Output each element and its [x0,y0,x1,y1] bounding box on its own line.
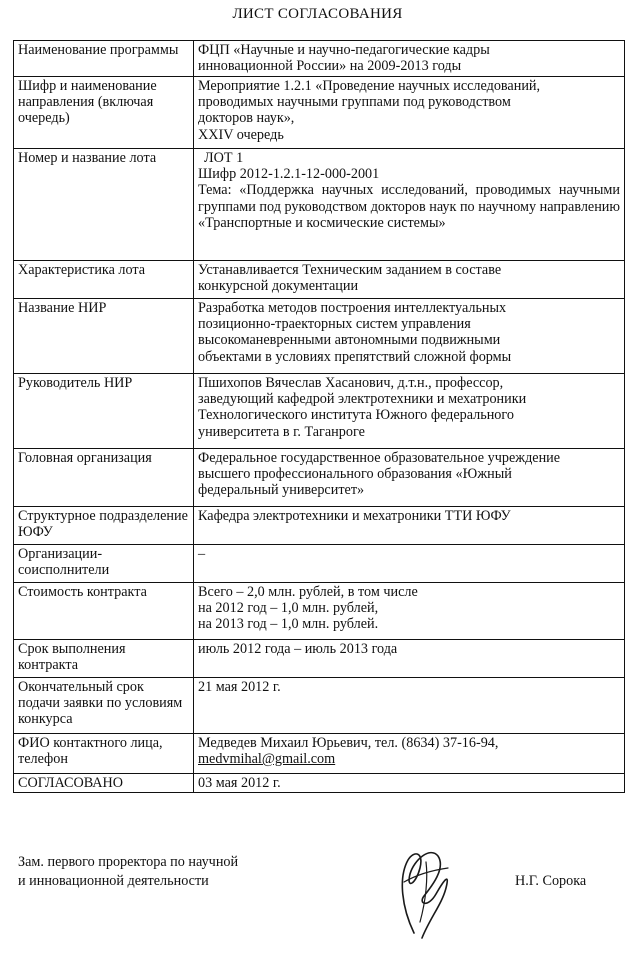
table-row-lot [14,149,625,261]
value-line: Пшихопов Вячеслав Хасанович, д.т.н., профессор, [198,375,504,391]
value-line: конкурсной документации [198,278,359,295]
value-line: высокоманевренными автономными подвижными [198,332,501,349]
value-line: 03 мая 2012 г. [198,775,281,791]
value-line: инновационной России» на 2009-2013 годы [198,58,462,75]
value-line: докторов наук», [198,110,295,127]
value-line: проводимых научными группами под руководством [198,94,511,111]
value-line: ФЦП «Научные и научно-педагогические кадры [198,42,490,58]
value-line: университета в г. Таганроге [198,423,365,440]
value-line: июль 2012 года – июль 2013 года [198,641,398,657]
value-line: на 2013 год – 1,0 млн. рублей. [198,616,379,633]
row-label: Стоимость контракта [14,583,194,640]
value-line: 21 мая 2012 г. [198,679,281,695]
position-line: и инновационной деятельности [18,873,209,889]
row-label: Наименование программы [14,41,194,77]
value-line: Всего – 2,0 млн. рублей, в том числе [198,584,418,600]
value-line: XXIV очередь [198,126,284,143]
signer-name: Н.Г. Сорока [515,873,587,889]
row-label: Название НИР [14,299,194,374]
value-line: – [198,546,206,562]
value-line: на 2012 год – 1,0 млн. рублей, [198,600,379,617]
signer-position [18,853,238,891]
approval-table [13,40,625,793]
row-label: Номер и название лота [14,149,194,261]
row-label: Срок выполнения контракта [14,640,194,678]
row-value [194,734,625,774]
row-label: Окончательный срок подачи заявки по условиям конкурса [14,678,194,734]
value-line: Устанавливается Техническим заданием в составе [198,262,502,278]
table-row-research-title [14,299,625,374]
row-value [194,583,625,640]
table-row-deadline [14,678,625,734]
row-label: Головная организация [14,449,194,507]
value-line: позиционно-траекторных систем управления [198,316,471,333]
table-row-research-head [14,374,625,449]
table-row-contact [14,734,625,774]
value-line: Кафедра электротехники и мехатроники ТТИ ЮФУ [198,508,511,524]
row-value [194,449,625,507]
table-row-contract-term [14,640,625,678]
value-line: Медведев Михаил Юрьевич, тел. (8634) 37-16-94, [198,735,499,751]
row-label: СОГЛАСОВАНО [14,774,194,793]
row-value [194,77,625,149]
row-label: Организации-соисполнители [14,545,194,583]
row-value [194,545,625,583]
value-line: высшего профессионального образования «Южный [198,466,512,483]
row-value [194,41,625,77]
row-label: Шифр и наименование направления (включая очередь) [14,77,194,149]
row-value [194,149,625,261]
table-row-lead-organization [14,449,625,507]
row-label: Руководитель НИР [14,374,194,449]
table-row-lot-characteristic [14,261,625,299]
row-value [194,261,625,299]
value-line: ЛОТ 1 [204,150,244,166]
row-value [194,774,625,793]
table-row-co-executors [14,545,625,583]
lot-theme: Тема: «Поддержка научных исследований, проводимых научными группами под руководством докторов наук по научному направлению «Транспортные и космические системы» [198,182,620,231]
row-value [194,374,625,449]
row-value [194,507,625,545]
position-line: Зам. первого проректора по научной [18,854,239,870]
contact-email: medvmihal@gmail.com [198,751,336,768]
row-label: Структурное подразделение ЮФУ [14,507,194,545]
value-line: Мероприятие 1.2.1 «Проведение научных исследований, [198,78,541,94]
table-row-program [14,41,625,77]
handwritten-signature [384,838,464,948]
table-row-approved [14,774,625,793]
document-title: ЛИСТ СОГЛАСОВАНИЯ [232,6,403,22]
value-line: Разработка методов построения интеллектуальных [198,300,507,316]
value-line: заведующий кафедрой электротехники и мехатроники [198,391,527,408]
row-label: ФИО контактного лица, телефон [14,734,194,774]
row-value [194,678,625,734]
value-line: объектами в условиях препятствий сложной формы [198,348,512,365]
row-value [194,640,625,678]
row-value [194,299,625,374]
value-line: Шифр 2012-1.2.1-12-000-2001 [198,166,380,183]
row-label: Характеристика лота [14,261,194,299]
table-row-department [14,507,625,545]
value-line: Федеральное государственное образовательное учреждение [198,450,561,466]
value-line: Технологического института Южного федерального [198,407,514,424]
value-line: федеральный университет» [198,482,365,499]
table-row-direction [14,77,625,149]
table-row-contract-cost [14,583,625,640]
